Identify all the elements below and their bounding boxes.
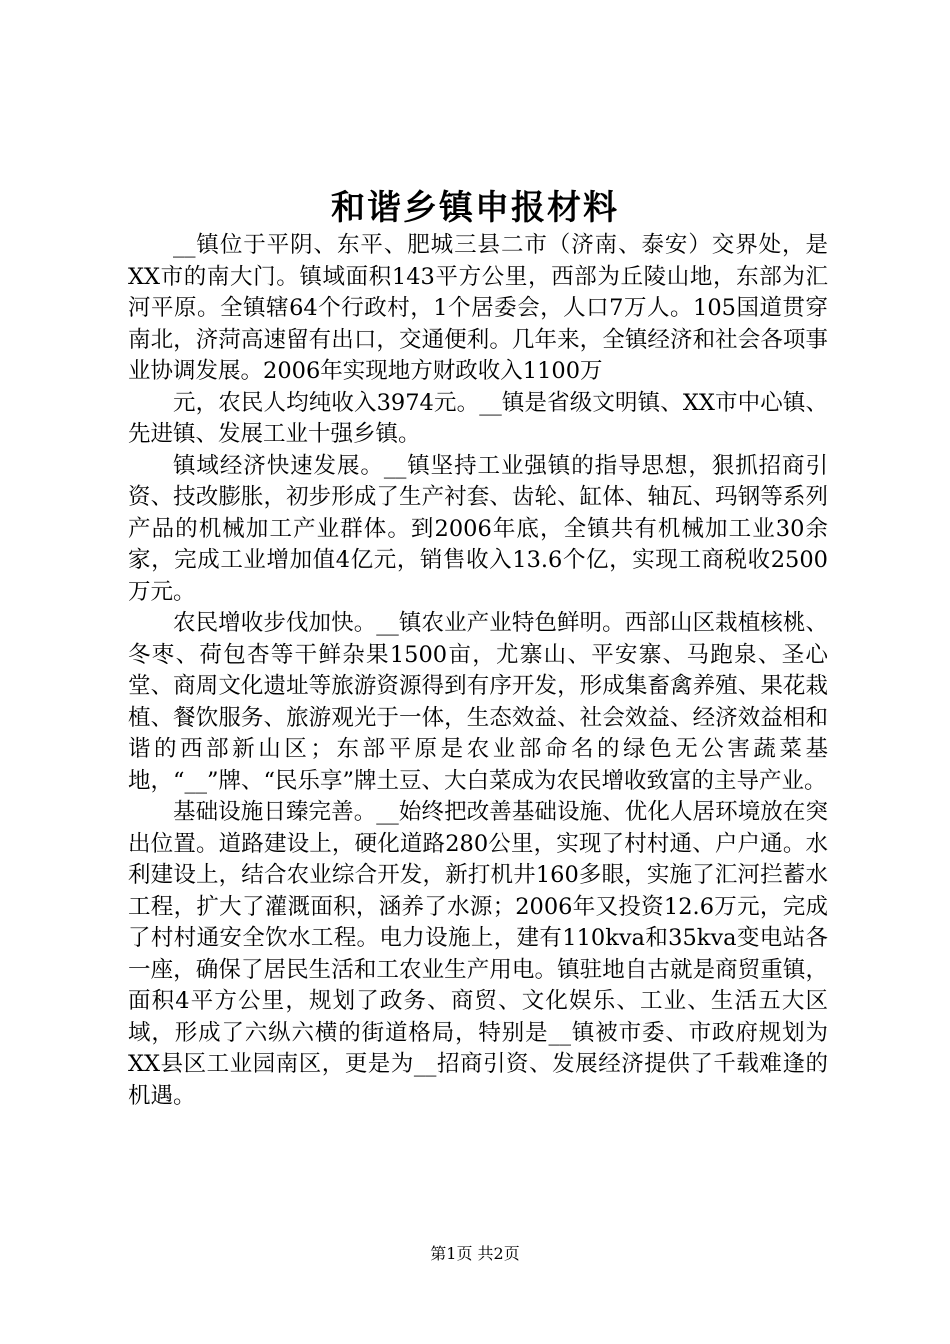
- paragraph-infrastructure: 基础设施日臻完善。__始终把改善基础设施、优化人居环境放在突出位置。道路建设上，硬化道路280公里，实现了村村通、户户通。水利建设上，结合农业综合开发，新打机井160多眼，实施了汇河拦蓄水工程，扩大了灌溉面积，涵养了水源；2006年又投资12.6万元，完成了村村通安全饮水工程。电力设施上，建有110kva和35kva变电站各一座，确保了居民生活和工农业生产用电。镇驻地自古就是商贸重镇，面积4平方公里，规划了政务、商贸、文化娱乐、工业、生活五大区域，形成了六纵六横的街道格局，特别是__镇被市委、市政府规划为XX县区工业园南区，更是为__招商引资、发展经济提供了千载难逢的机遇。: [128, 799, 828, 1109]
- paragraph-intro: __镇位于平阴、东平、肥城三县二市（济南、泰安）交界处，是XX市的南大门。镇域面积143平方公里，西部为丘陵山地，东部为汇河平原。全镇辖64个行政村，1个居委会，人口7万人。105国道贯穿南北，济菏高速留有出口，交通便利。几年来，全镇经济和社会各项事业协调发展。2006年实现地方财政收入1100万: [128, 232, 828, 384]
- document-body: [128, 230, 828, 1112]
- paragraph-economy: 镇域经济快速发展。__镇坚持工业强镇的指导思想，狠抓招商引资、技改膨胀，初步形成了生产衬套、齿轮、缸体、轴瓦、玛钢等系列产品的机械加工产业群体。到2006年底，全镇共有机械加工业30余家，完成工业增加值4亿元，销售收入13.6个亿，实现工商税收2500万元。: [128, 452, 828, 605]
- paragraph-intro-continued: 元，农民人均纯收入3974元。__镇是省级文明镇、XX市中心镇、先进镇、发展工业十强乡镇。: [128, 389, 828, 447]
- paragraph-agriculture: 农民增收步伐加快。__镇农业产业特色鲜明。西部山区栽植核桃、冬枣、荷包杏等干鲜杂果1500亩，尤寨山、平安寨、马跑泉、圣心堂、商周文化遗址等旅游资源得到有序开发，形成集畜禽养殖、果花栽植、餐饮服务、旅游观光于一体，生态效益、社会效益、经济效益相和谐的西部新山区；东部平原是农业部命名的绿色无公害蔬菜基地，“__”牌、“民乐享”牌土豆、大白菜成为农民增收致富的主导产业。: [128, 610, 828, 794]
- page-footer: 第1页 共2页: [430, 1244, 520, 1263]
- document-title: 和谐乡镇申报材料: [331, 188, 619, 228]
